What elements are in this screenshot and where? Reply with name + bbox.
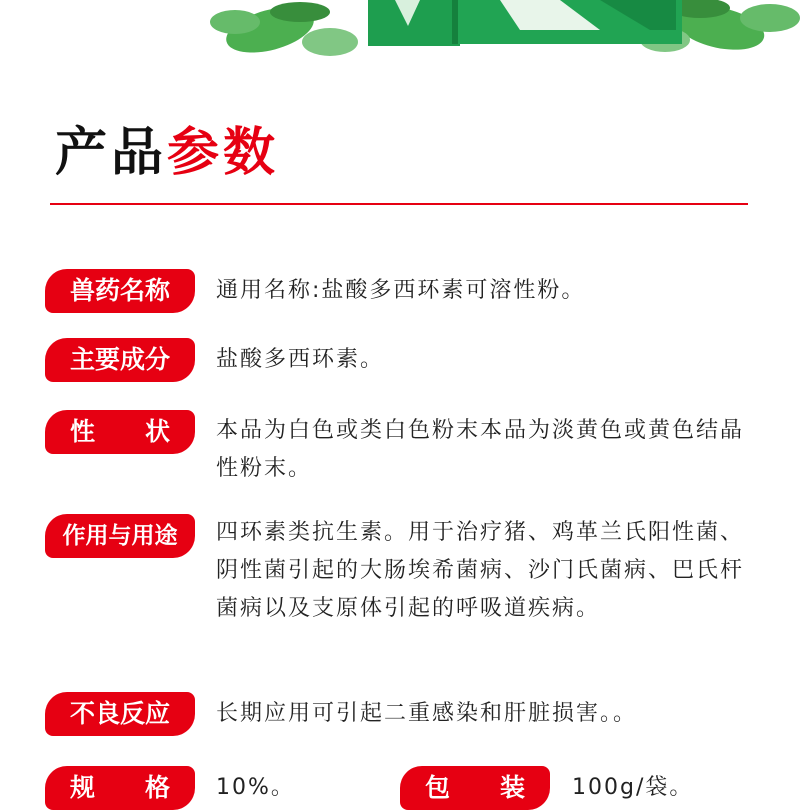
value-main-ingredient: 盐酸多西环素。 <box>216 347 385 372</box>
title-part-red: 参数 <box>167 123 280 183</box>
label-badge-specification: 规 格 <box>45 766 195 810</box>
label-badge-packaging: 包 装 <box>400 766 550 810</box>
value-appearance: 本品为白色或类白色粉末本品为淡黄色或黄色结晶性粉末。 <box>216 418 745 481</box>
label-badge-main-ingredient: 主要成分 <box>45 338 195 382</box>
label-badge-adverse-reactions: 不良反应 <box>45 692 195 736</box>
green-package <box>368 0 682 46</box>
label-badge-vet-drug-name: 兽药名称 <box>45 269 195 313</box>
mint-leaves-left <box>210 0 358 61</box>
value-adverse-reactions: 长期应用可引起二重感染和肝脏损害。。 <box>216 701 638 726</box>
label-badge-appearance: 性 状 <box>45 410 195 454</box>
value-specification: 10%。 <box>216 775 295 800</box>
title-divider <box>50 203 748 205</box>
value-indications: 四环素类抗生素。用于治疗猪、鸡革兰氏阳性菌、阴性菌引起的大肠埃希菌病、沙门氏菌病、巴氏杆菌病以及支原体引起的呼吸道疾病。 <box>216 520 745 621</box>
label-badge-indications: 作用与用途 <box>45 514 195 558</box>
page-title <box>55 118 279 188</box>
product-package-image <box>0 0 800 62</box>
title-part-black: 产品 <box>55 123 168 183</box>
value-packaging: 100g/袋。 <box>572 775 694 800</box>
value-vet-drug-name: 通用名称:盐酸多西环素可溶性粉。 <box>216 278 586 303</box>
